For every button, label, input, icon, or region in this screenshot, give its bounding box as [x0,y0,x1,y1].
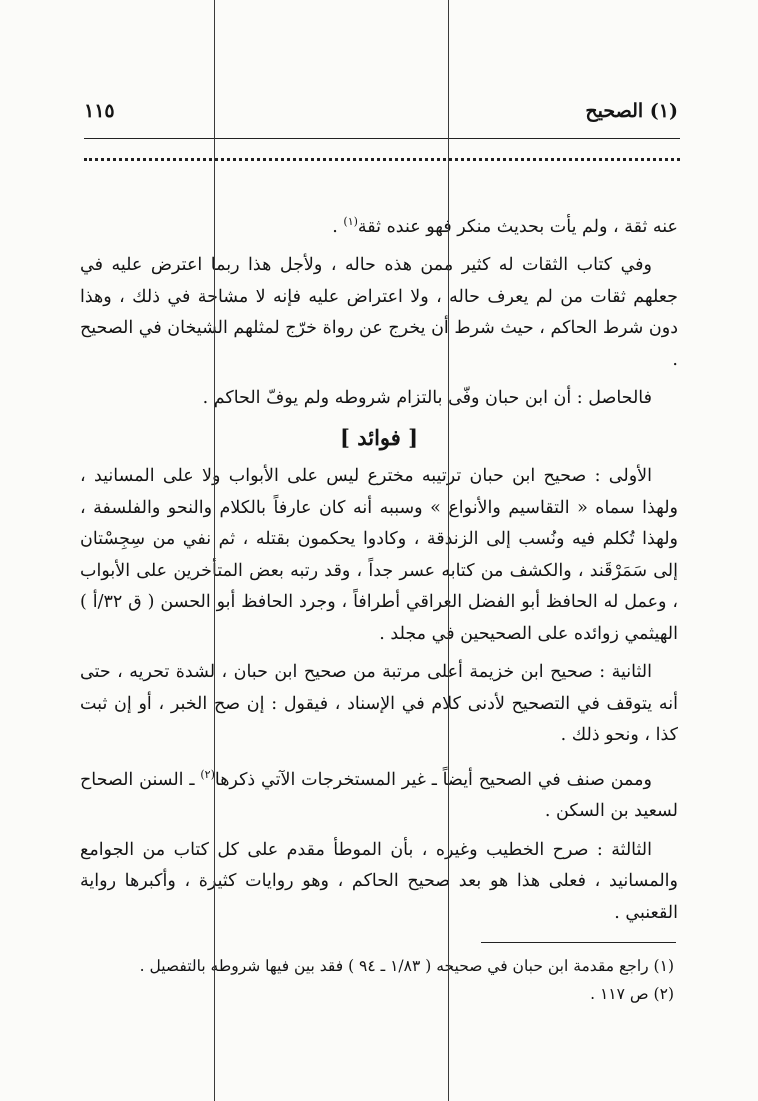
footnotes [80,952,674,1008]
main-text [80,206,678,936]
paragraph-text: ـ السنن الصحاح لسعيد بن السكن . [80,769,678,822]
footnote-item: (١) راجع مقدمة ابن حبان في صحيحه ( ١/٨٣ ـ ٩٤ ) فقد بين فيها شروطه بالتفصيل . [139,957,674,975]
page-number: ١١٥ [84,100,115,122]
footnote-ref: (١) [343,215,358,228]
scan-artifact-line [448,0,449,1101]
footnote-rule [481,942,676,943]
paragraph-text: وممن صنف في الصحيح أيضاً ـ غير المستخرجات الآتي ذكرها [214,769,652,790]
paragraph: الثالثة : صرح الخطيب وغيره ، بأن الموطأ مقدم على كل كتاب من الجوامع والمسانيد ، فعلى هذا هو بعد صحيح الحاكم ، وهو روايات كثيرة ، وأكبرها رواية القعنبي . [80,839,678,923]
paragraph: الثانية : صحيح ابن خزيمة أعلى مرتبة من صحيح ابن حبان ، لشدة تحريه ، حتى أنه يتوقف في التصحيح لأدنى كلام في الإسناد ، فيقول : إن صح الخبر ، أو إن ثبت كذا ، ونحو ذلك . [80,662,678,746]
scan-artifact-line [214,0,215,1101]
paragraph-text: عنه ثقة ، ولم يأت بحديث منكر فهو عنده ثقة [357,216,678,237]
paragraph: الأولى : صحيح ابن حبان ترتيبه مخترع ليس على الأبواب ولا على المسانيد ، ولهذا سماه « التقاسيم والأنواع » وسببه أنه كان عارفاً بالكلام والنحو والفلسفة ، ولهذا تُكلم فيه ونُسب إلى الزندقة ، وكادوا يحكمون بقتله ، ثم نفي من سِجِسْتان إلى سَمَرْقَند ، والكشف من كتابه عسر جداً ، وقد رتبه بعض المتأخرين على الأبواب ، وعمل له الحافظ أبو الفضل العراقي أطرافاً ، وجرد الحافظ أبو الحسن ( ق ٣٢/أ ) الهيثمي زوائده على الصحيحين في مجلد . [80,466,678,644]
running-title: (١) الصحيح [585,100,678,122]
header-rule [84,138,680,139]
footnote-item: (٢) ص ١١٧ . [590,985,674,1003]
paragraph-end-dot: . [332,216,338,237]
paragraph: وفي كتاب الثقات له كثير ممن هذه حاله ، ولأجل هذا ربما اعترض عليه في جعلهم ثقات من لم يعرف حاله ، ولا اعتراض عليه فإنه لا مشاحة في ذلك ، وهذا دون شرط الحاكم ، حيث شرط أن يخرج عن رواة خرّج لمثلهم الشيخان في الصحيح . [79,255,678,370]
paragraph [80,759,678,828]
paragraph: فالحاصل : أن ابن حبان وفّى بالتزام شروطه ولم يوفّ الحاكم . [202,388,652,409]
page-header [84,100,678,132]
paragraph [80,206,678,243]
footnote-ref: (٢) [200,767,215,781]
section-heading: [ فوائد ] [339,424,419,450]
dotted-separator [84,158,680,161]
